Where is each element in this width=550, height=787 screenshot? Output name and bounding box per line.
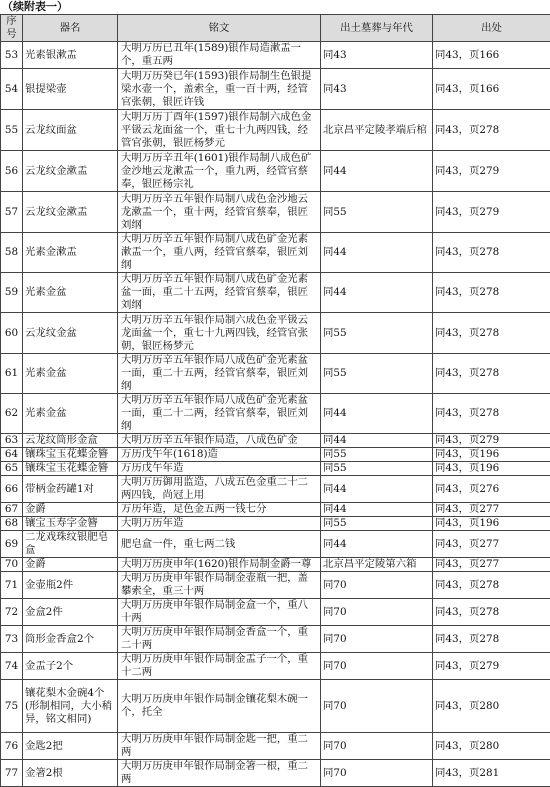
cell-number: 54 — [1, 69, 23, 110]
cell-number: 69 — [1, 531, 23, 558]
cell-source: 同43，页278 — [433, 110, 550, 151]
cell-name: 云龙纹筒形金盒 — [23, 434, 118, 448]
cell-source: 同43，页279 — [433, 653, 550, 680]
cell-source: 同43，页280 — [433, 680, 550, 733]
cell-tomb: 同70 — [321, 626, 433, 653]
table-row — [1, 626, 550, 653]
cell-tomb: 同44 — [321, 476, 433, 503]
col-header-inscription: 铭文 — [118, 15, 321, 42]
col-header-number: 序号 — [1, 15, 23, 42]
table-row — [1, 42, 550, 69]
cell-inscription: 大明万历庚申年银作局制金盂子一个，重十二两 — [118, 653, 321, 680]
cell-source: 同43，页277 — [433, 503, 550, 517]
header-row — [1, 15, 550, 42]
cell-number: 56 — [1, 151, 23, 192]
cell-inscription: 大明万历已丑年(1589)银作局造漱盂一个，重五两 — [118, 42, 321, 69]
cell-source: 同43，页280 — [433, 733, 550, 760]
table-row — [1, 69, 550, 110]
table-caption: （续附表一） — [2, 0, 68, 14]
table-row — [1, 273, 550, 313]
cell-number: 75 — [1, 680, 23, 733]
cell-tomb: 同70 — [321, 760, 433, 787]
table-row — [1, 760, 550, 787]
cell-source: 同43，页279 — [433, 434, 550, 448]
table-row — [1, 394, 550, 434]
cell-number: 53 — [1, 42, 23, 69]
cell-number: 58 — [1, 233, 23, 273]
cell-inscription: 大明万历辛五年银作局造，八成色矿金 — [118, 434, 321, 448]
table-row — [1, 733, 550, 760]
col-header-tomb: 出土墓葬与年代 — [321, 15, 433, 42]
cell-inscription: 大明万历辛五年银作局制八成色矿金光素漱盂一个，重八两，经管官蔡奉，银匠刘纲 — [118, 233, 321, 273]
cell-tomb: 同70 — [321, 733, 433, 760]
cell-inscription: 万历年造，足色金五两一钱七分 — [118, 503, 321, 517]
cell-name: 银提梁壶 — [23, 69, 118, 110]
cell-number: 70 — [1, 558, 23, 572]
cell-inscription: 大明万历庚申年银作局制金壶瓶一把，盖攀索全，重三十两 — [118, 572, 321, 599]
cell-tomb: 北京昌平定陵孝端后棺 — [321, 110, 433, 151]
table-row — [1, 462, 550, 476]
cell-name: 二龙戏珠纹银肥皂盒 — [23, 531, 118, 558]
table-row — [1, 233, 550, 273]
cell-inscription: 万历戊午年(1618)造 — [118, 448, 321, 462]
cell-name: 光素银漱盂 — [23, 42, 118, 69]
cell-tomb: 同44 — [321, 233, 433, 273]
cell-tomb: 同55 — [321, 313, 433, 354]
table-row — [1, 531, 550, 558]
cell-name: 镶珠宝玉花蝶金簪 — [23, 448, 118, 462]
cell-source: 同43，页166 — [433, 42, 550, 69]
cell-tomb: 同44 — [321, 273, 433, 313]
cell-name: 云龙纹面盆 — [23, 110, 118, 151]
cell-tomb: 同43 — [321, 42, 433, 69]
cell-inscription: 大明万历御用监造，八成五色金重二十二两四钱，尚冠上用 — [118, 476, 321, 503]
cell-name: 云龙纹金漱盂 — [23, 192, 118, 233]
table-row — [1, 192, 550, 233]
cell-name: 金爵 — [23, 558, 118, 572]
cell-inscription: 大明万历庚申年银作局制金香盒一个，重二十两 — [118, 626, 321, 653]
table-row — [1, 503, 550, 517]
cell-name: 光素金盆 — [23, 394, 118, 434]
cell-inscription: 大明万历辛五年银作局制六成色金平钑云龙面盆一个，重七十九两四钱，经管官张朝，银匠杨梦元 — [118, 313, 321, 354]
cell-tomb: 同70 — [321, 599, 433, 626]
cell-tomb: 同44 — [321, 434, 433, 448]
cell-inscription: 大明万历辛丑年(1601)银作局制八成色矿金沙地云龙漱盂一个，重九两，经管官蔡奉，银匠杨宗礼 — [118, 151, 321, 192]
cell-number: 77 — [1, 760, 23, 787]
table-row — [1, 680, 550, 733]
cell-inscription: 大明万历辛五年银作局八成色矿金光素盆一面，重二十二两，经管官蔡奉，银匠刘纲 — [118, 394, 321, 434]
cell-inscription: 大明万历丁酉年(1597)银作局制六成色金平钑云龙面盆一个，重七十九两四钱，经管官张朝，银匠杨梦元 — [118, 110, 321, 151]
cell-source: 同43，页281 — [433, 760, 550, 787]
cell-tomb: 同55 — [321, 448, 433, 462]
cell-source: 同43，页278 — [433, 626, 550, 653]
cell-number: 59 — [1, 273, 23, 313]
cell-number: 57 — [1, 192, 23, 233]
cell-number: 66 — [1, 476, 23, 503]
table-row — [1, 572, 550, 599]
inscription-table — [0, 14, 550, 787]
cell-inscription: 大明万历庚申年银作局制金匙一把，重二两 — [118, 733, 321, 760]
table-row — [1, 653, 550, 680]
cell-source: 同43，页278 — [433, 394, 550, 434]
table-row — [1, 448, 550, 462]
cell-tomb: 同70 — [321, 680, 433, 733]
cell-source: 同43，页278 — [433, 273, 550, 313]
cell-number: 67 — [1, 503, 23, 517]
cell-source: 同43，页166 — [433, 69, 550, 110]
cell-tomb: 同55 — [321, 354, 433, 394]
cell-tomb: 同44 — [321, 394, 433, 434]
cell-inscription: 大明万历癸已年(1593)银作局制生色银提梁水壶一个，盖索全，重一百十两，经管官张朝，银匠许钱 — [118, 69, 321, 110]
cell-tomb: 同55 — [321, 517, 433, 531]
cell-tomb: 同44 — [321, 531, 433, 558]
cell-inscription: 大明万历庚申年(1620)银作局制金爵一尊 — [118, 558, 321, 572]
cell-source: 同43，页196 — [433, 448, 550, 462]
cell-name: 金爵 — [23, 503, 118, 517]
cell-name: 镶宝玉寿字金簪 — [23, 517, 118, 531]
cell-source: 同43，页279 — [433, 151, 550, 192]
table-row — [1, 517, 550, 531]
cell-source: 同43，页277 — [433, 531, 550, 558]
cell-tomb: 同70 — [321, 572, 433, 599]
cell-number: 68 — [1, 517, 23, 531]
cell-source: 同43，页278 — [433, 572, 550, 599]
cell-name: 金匙2把 — [23, 733, 118, 760]
cell-number: 62 — [1, 394, 23, 434]
cell-name: 镶花梨木金碗4个(形制相同，大小稍异，铭文相同) — [23, 680, 118, 733]
cell-tomb: 同44 — [321, 151, 433, 192]
cell-source: 同43，页196 — [433, 517, 550, 531]
table-row — [1, 354, 550, 394]
cell-tomb: 同55 — [321, 192, 433, 233]
table-row — [1, 313, 550, 354]
cell-name: 带柄金药罐1对 — [23, 476, 118, 503]
cell-name: 金箸2根 — [23, 760, 118, 787]
table-row — [1, 558, 550, 572]
cell-name: 金壶瓶2件 — [23, 572, 118, 599]
table-row — [1, 110, 550, 151]
cell-number: 76 — [1, 733, 23, 760]
cell-source: 同43，页277 — [433, 558, 550, 572]
cell-inscription: 大明万历辛五年银作局制八成色矿金光素盆一面，重二十五两，经管官蔡奉，银匠刘纲 — [118, 273, 321, 313]
cell-name: 云龙纹金漱盂 — [23, 151, 118, 192]
cell-number: 71 — [1, 572, 23, 599]
cell-inscription: 大明万历辛五年银作局八成色矿金光素盆一面，重二十五两，经管官蔡奉，银匠刘纲 — [118, 354, 321, 394]
cell-inscription: 万历戊午年造 — [118, 462, 321, 476]
cell-name: 云龙纹金盆 — [23, 313, 118, 354]
cell-number: 64 — [1, 448, 23, 462]
cell-inscription: 肥皂盒一件，重七两二钱 — [118, 531, 321, 558]
cell-name: 光素金盆 — [23, 354, 118, 394]
cell-inscription: 大明万历辛五年银作局制八成色金沙地云龙漱盂一个，重十两，经管官蔡奉，银匠刘纲 — [118, 192, 321, 233]
cell-number: 55 — [1, 110, 23, 151]
cell-inscription: 大明万历年造 — [118, 517, 321, 531]
cell-name: 光素金盆 — [23, 273, 118, 313]
cell-source: 同43，页196 — [433, 462, 550, 476]
cell-tomb: 同44 — [321, 503, 433, 517]
cell-tomb: 北京昌平定陵第六箱 — [321, 558, 433, 572]
cell-name: 金盂子2个 — [23, 653, 118, 680]
cell-number: 61 — [1, 354, 23, 394]
cell-tomb: 同70 — [321, 653, 433, 680]
col-header-name: 器名 — [23, 15, 118, 42]
cell-tomb: 同43 — [321, 69, 433, 110]
cell-number: 74 — [1, 653, 23, 680]
cell-number: 65 — [1, 462, 23, 476]
table-row — [1, 476, 550, 503]
cell-name: 光素金漱盂 — [23, 233, 118, 273]
cell-inscription: 大明万历庚申年银作局制金盒一个，重八十两 — [118, 599, 321, 626]
table-row — [1, 599, 550, 626]
cell-source: 同43，页279 — [433, 192, 550, 233]
cell-source: 同43，页278 — [433, 599, 550, 626]
cell-number: 73 — [1, 626, 23, 653]
cell-source: 同43，页278 — [433, 313, 550, 354]
cell-number: 72 — [1, 599, 23, 626]
cell-tomb: 同55 — [321, 462, 433, 476]
table-row — [1, 151, 550, 192]
cell-number: 63 — [1, 434, 23, 448]
cell-name: 金盒2件 — [23, 599, 118, 626]
cell-inscription: 大明万历庚申年银作局制金镶花梨木碗一个，托全 — [118, 680, 321, 733]
cell-name: 筒形金香盒2个 — [23, 626, 118, 653]
cell-inscription: 大明万历庚申年银作局制金箸一根，重二两 — [118, 760, 321, 787]
cell-source: 同43，页278 — [433, 233, 550, 273]
table-row — [1, 434, 550, 448]
cell-name: 镶珠宝玉花蝶金簪 — [23, 462, 118, 476]
cell-number: 60 — [1, 313, 23, 354]
cell-source: 同43，页278 — [433, 354, 550, 394]
col-header-source: 出处 — [433, 15, 550, 42]
cell-source: 同43，页276 — [433, 476, 550, 503]
